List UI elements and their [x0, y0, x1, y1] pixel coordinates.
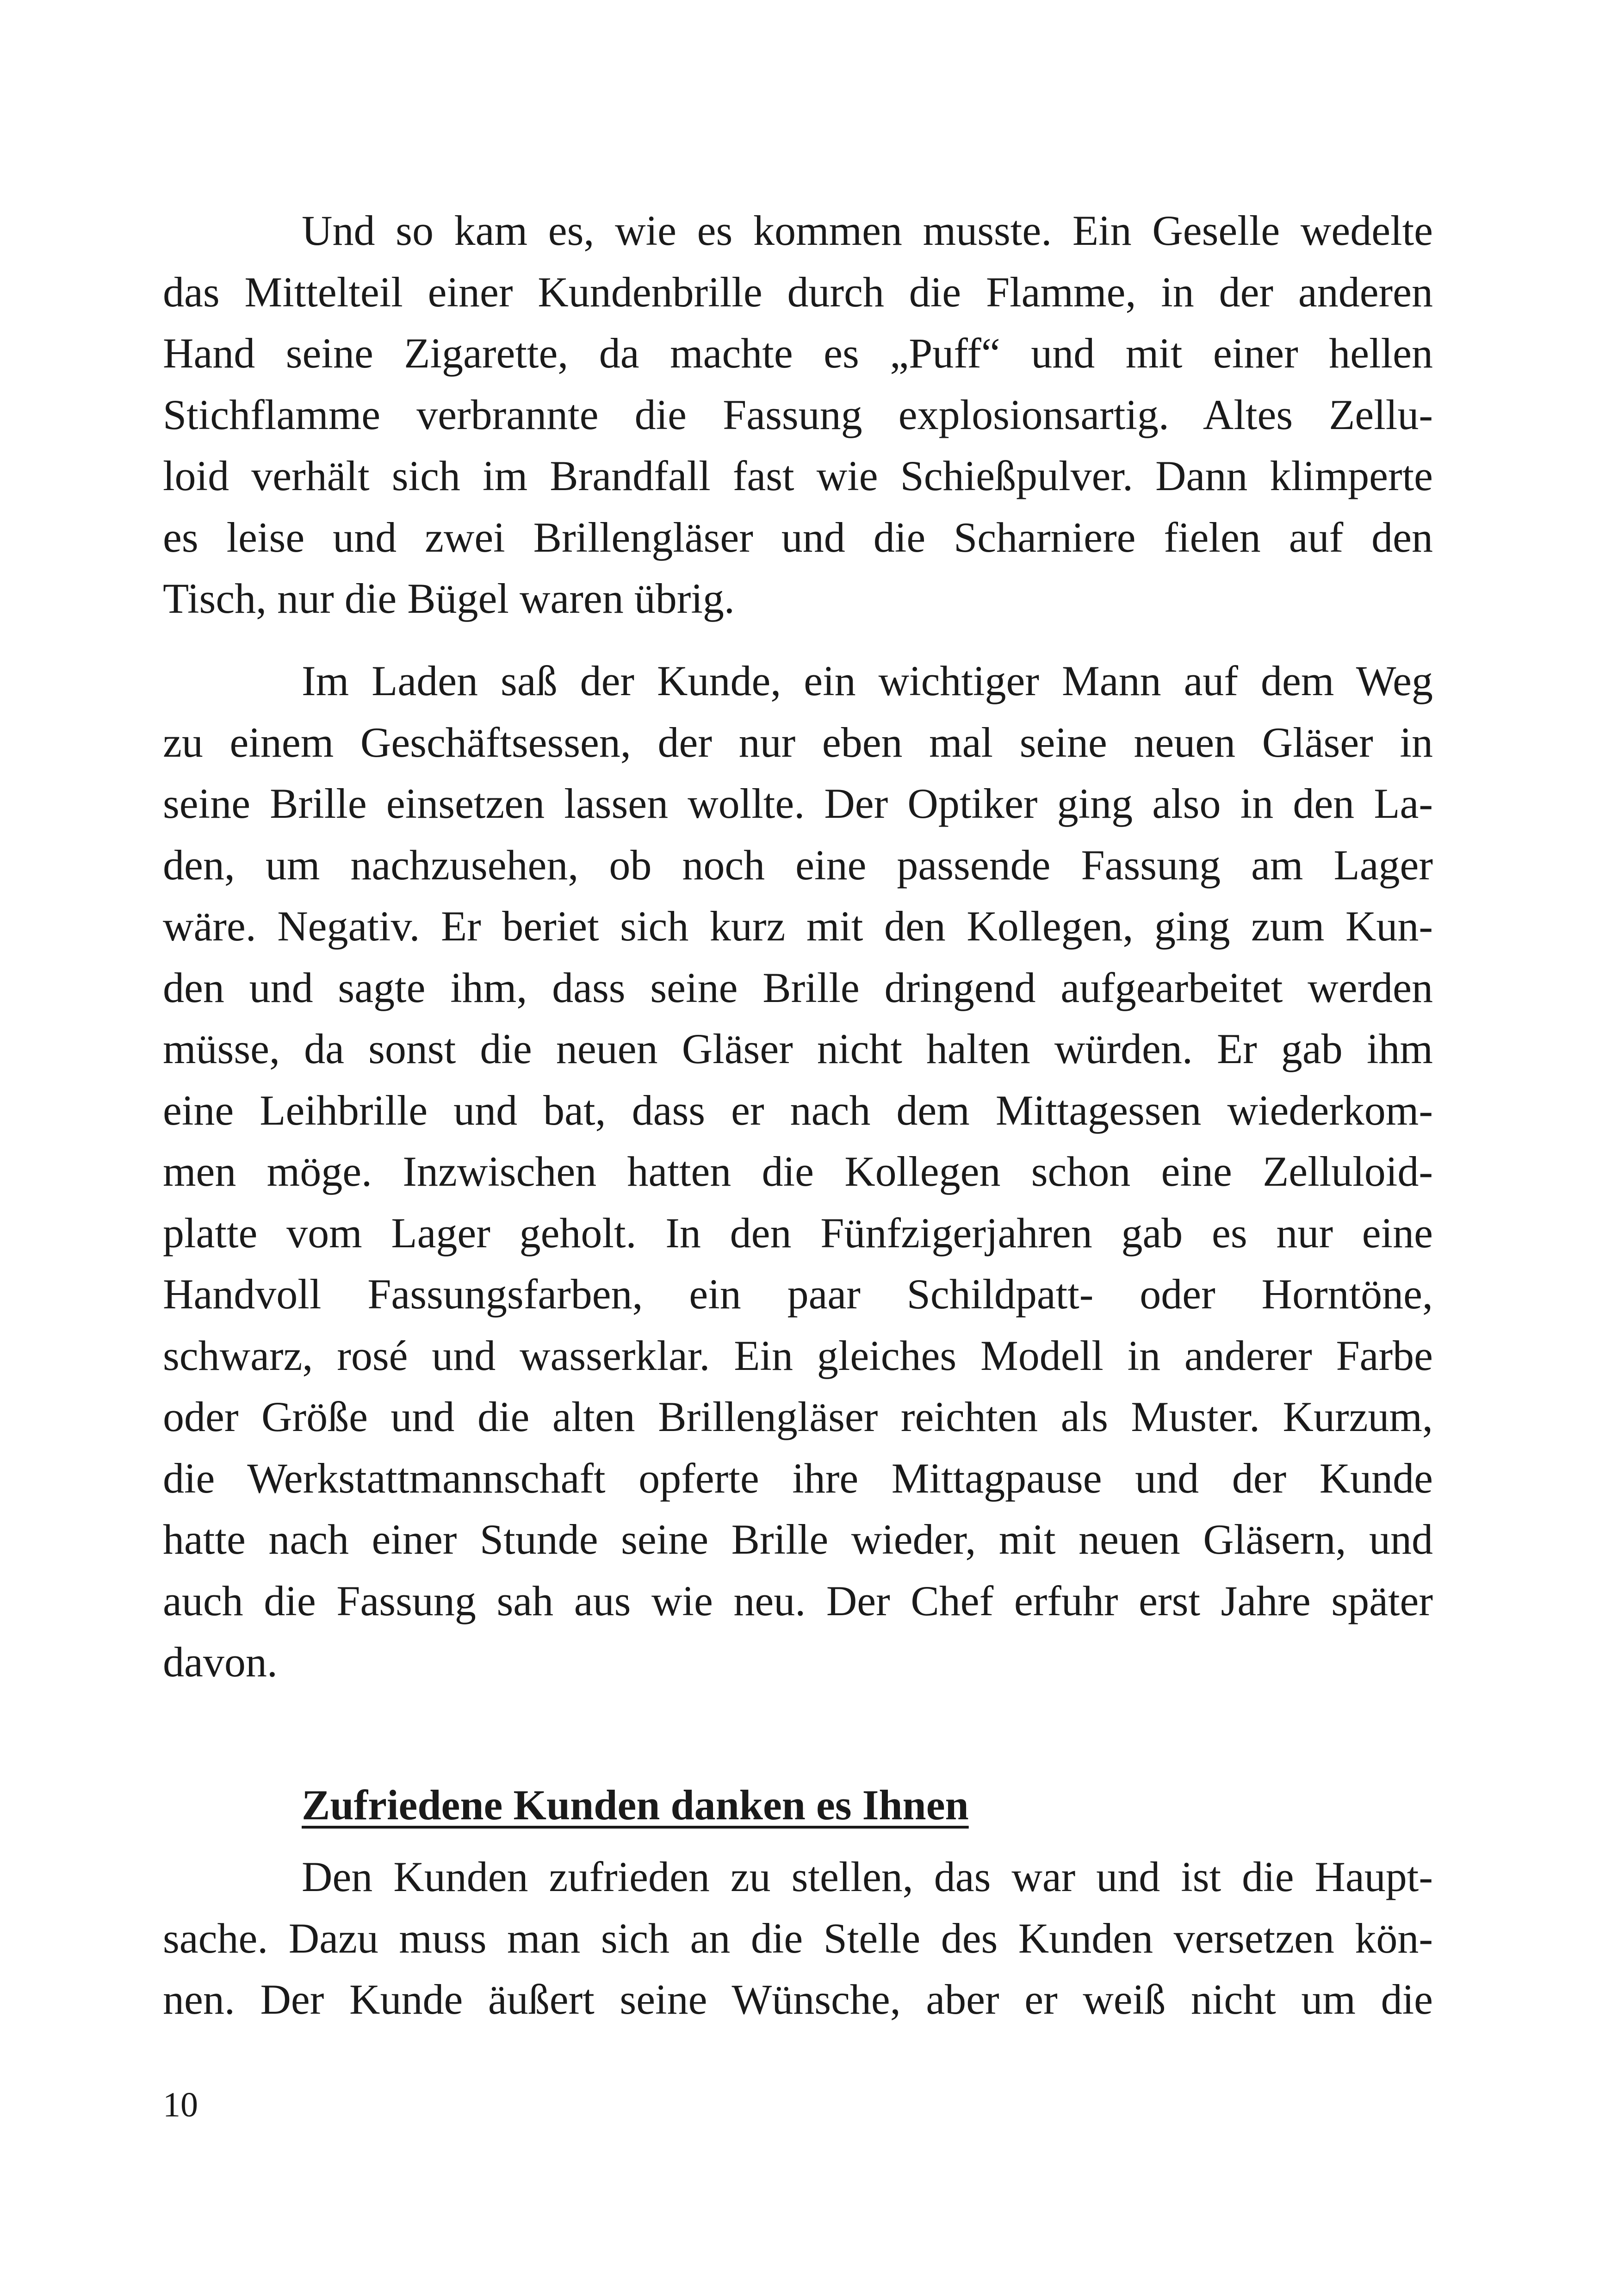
paragraph-line: Hand seine Zigarette, da machte es „Puff“ und mit einer hellen	[163, 330, 1433, 377]
paragraph-line: loid verhält sich im Brandfall fast wie Schießpulver. Dann klimperte	[163, 452, 1433, 499]
paragraph-line: schwarz, rosé und wasserklar. Ein gleiches Modell in anderer Farbe	[163, 1332, 1433, 1379]
paragraph-line: men möge. Inzwischen hatten die Kollegen schon eine Zelluloid-	[163, 1148, 1433, 1195]
paragraph-line: die Werkstattmannschaft opferte ihre Mittagpause und der Kunde	[163, 1454, 1433, 1502]
paragraph-line: das Mittelteil einer Kundenbrille durch die Flamme, in der anderen	[163, 268, 1433, 316]
paragraph-line: Und so kam es, wie es kommen musste. Ein Geselle wedelte	[302, 207, 1433, 254]
paragraph-line: müsse, da sonst die neuen Gläser nicht halten würden. Er gab ihm	[163, 1025, 1433, 1072]
paragraph-line: es leise und zwei Brillengläser und die Scharniere fielen auf den	[163, 513, 1433, 561]
page-number: 10	[163, 2085, 198, 2124]
paragraph-line: auch die Fassung sah aus wie neu. Der Chef erfuhr erst Jahre später	[163, 1577, 1433, 1624]
paragraph-line: Tisch, nur die Bügel waren übrig.	[163, 575, 735, 622]
paragraph-line: Im Laden saß der Kunde, ein wichtiger Mann auf dem Weg	[302, 657, 1433, 704]
paragraph-line: sache. Dazu muss man sich an die Stelle des Kunden versetzen kön-	[163, 1914, 1433, 1962]
paragraph-line: Handvoll Fassungsfarben, ein paar Schildpatt- oder Horntöne,	[163, 1270, 1433, 1318]
paragraph-line: oder Größe und die alten Brillengläser reichten als Muster. Kurzum,	[163, 1393, 1433, 1440]
paragraph-line: wäre. Negativ. Er beriet sich kurz mit den Kollegen, ging zum Kun-	[163, 902, 1433, 950]
section-heading: Zufriedene Kunden danken es Ihnen	[302, 1781, 969, 1829]
paragraph-line: seine Brille einsetzen lassen wollte. Der Optiker ging also in den La-	[163, 780, 1433, 827]
paragraph-3	[163, 1846, 1433, 2030]
paragraph-line: den und sagte ihm, dass seine Brille dringend aufgearbeitet werden	[163, 964, 1433, 1011]
paragraph-line: zu einem Geschäftsessen, der nur eben mal seine neuen Gläser in	[163, 718, 1433, 766]
paragraph-line: davon.	[163, 1638, 278, 1686]
paragraph-line: eine Leihbrille und bat, dass er nach dem Mittagessen wiederkom-	[163, 1086, 1433, 1134]
paragraph-line: hatte nach einer Stunde seine Brille wieder, mit neuen Gläsern, und	[163, 1516, 1433, 1563]
paragraph-line: Den Kunden zufrieden zu stellen, das war und ist die Haupt-	[302, 1853, 1433, 1900]
paragraph-1	[163, 200, 1433, 629]
paragraph-line: nen. Der Kunde äußert seine Wünsche, aber er weiß nicht um die	[163, 1976, 1433, 2023]
paragraph-line: platte vom Lager geholt. In den Fünfzigerjahren gab es nur eine	[163, 1209, 1433, 1257]
paragraph-line: den, um nachzusehen, ob noch eine passende Fassung am Lager	[163, 841, 1433, 889]
paragraph-2	[163, 650, 1433, 1693]
paragraph-line: Stichflamme verbrannte die Fassung explosionsartig. Altes Zellu-	[163, 391, 1433, 438]
